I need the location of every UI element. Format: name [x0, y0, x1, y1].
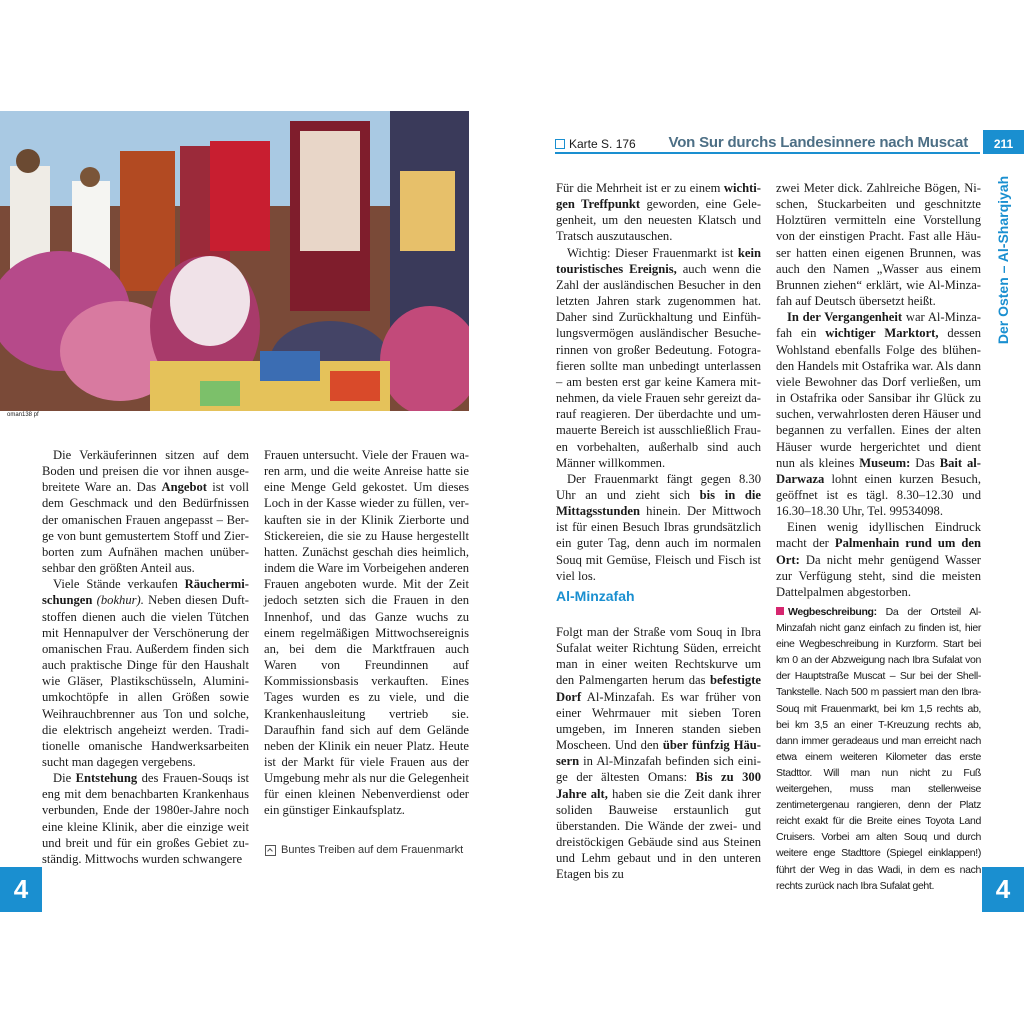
running-header: Von Sur durchs Landesinnere nach Muscat	[668, 134, 968, 151]
chapter-marker-left: 4	[0, 867, 42, 912]
square-bullet-icon	[776, 607, 784, 615]
market-photo	[0, 111, 469, 411]
paragraph: zwei Meter dick. Zahlreiche Bögen, Nischen, Stuckarbeiten und geschnitzte Holztüren vermitteln eine Vorstellung von der einstigen Pracht. Fast alle Häuser hatten einen eigenen Brunnen, was auch den Namen „Wasser aus einem Brunnen ziehen“ erklärt, wie Al-Minzafah auf Deutsch übersetzt heißt.	[776, 181, 981, 309]
market-photo-illustration	[0, 111, 469, 411]
caption-text: Buntes Treiben auf dem Frauenmarkt	[281, 844, 464, 856]
section-heading: Al-Minzafah	[556, 588, 635, 604]
page-number: 211	[983, 130, 1024, 154]
photo-up-icon	[265, 845, 276, 856]
paragraph: Viele Stände verkaufen Räuchermischungen (bokhur). Neben diesen Duftstoffen dienen auch die vielen Tütchen mit Hennapulver der Verschönerung der omanischen Frau. Außerdem finden sich auch praktische Dinge für den Haushalt wie Gläser, Plastikschüsseln, Aluminiumkochtöpfe in allen Größen sowie Weihrauchbrenner aus Ton und solche, die elektrisch angeheizt werden. Traditionelle omanische Handwerksarbeiten sucht man dagegen vergebens.	[42, 577, 249, 769]
photo-credit: oman138 pf	[7, 412, 39, 418]
right-column-1	[556, 180, 761, 584]
map-box-icon	[555, 139, 565, 149]
section-side-tab	[985, 175, 1021, 345]
route-description: Wegbeschreibung: Da der Ortsteil Al-Minzafah nicht ganz einfach zu finden ist, hier eine Wegbeschreibung in Kurzform. Start bei km 0 an der Abzweigung nach Ibra Sufalat von der Hauptstraße Muscat – Sur bei der Shell-Tankstelle. Nach 500 m passiert man den Ibra-Souq mit Frauenmarkt, bei km 1,5 rechts ab, bei km 3,5 an einer T-Kreuzung rechts ab, dann immer geradeaus und man erreicht nach etwa einem weiteren Kilometer das erste Stadttor. Will man nun nicht zu Fuß weitergehen, muss man stellenweise zentimetergenau rangieren, denn der Platz reicht exakt für die Breite eines Toyota Land Cruisers. Vorbei am alten Souq und durch weitere enge Stadttore (Spiegel einklappen!) führt der Weg in das Wadi, in dem es nach rechts zurück nach Ibra Sufalat geht.	[776, 606, 981, 892]
paragraph: Folgt man der Straße vom Souq in Ibra Sufalat weiter Richtung Süden, erreicht man in einer weiten Rechtskurve um den Palmengarten herum das befestigte Dorf Al-Minzafah. Es war früher von einer Wehrmauer mit sieben Toren umgeben, im Inneren standen sieben Moscheen. Und den über fünfzig Häusern in Al-Minzafah befinden sich einige der ältesten Omans: Bis zu 300 Jahre alt, haben sie die Zeit dank ihrer soliden Bauweise erstaunlich gut überstanden. Die Wände der zwei- und dreistöckigen Gebäude sind aus Steinen und Lehm gebaut und in den unteren Etagen bis zu	[556, 625, 762, 882]
left-column-2	[264, 447, 469, 819]
paragraph: Wichtig: Dieser Frauenmarkt ist kein touristisches Ereignis, auch wenn die Zahl der ausländischen Besucher in den letzten Jahren stark zugenommen hat. Daher sind Zurückhaltung und Einfühlungsvermögen ausländischer Besucherinnen von großer Bedeutung. Fotografieren sollte man unbedingt unterlassen – am besten erst gar keine Kamera mitnehmen, da viele Frauen sehr gereizt darauf reagieren. Der überdachte und ummauerte Bereich ist ausschließlich Frauen vorbehalten, außerhalb sind auch Männer willkommen.	[556, 245, 761, 470]
right-column-1-lower	[556, 624, 761, 883]
photo-caption	[265, 844, 463, 856]
paragraph: Frauen untersucht. Viele der Frauen waren arm, und die weite Anreise hatte sie eine Menge Geld gekostet. Um dieses Loch in der Kasse wieder zu füllen, verkauften sie in der Klinik Zierborte und Stickereien, die sie zu Hause hergestellt hatten. Zunächst geschah dies heimlich, indem die Ware im Vorbeigehen anderen Frauen angeboten wurde. Mit der Zeit jedoch setzten sich die Frauen in den Innenhof, und das Ganze wuchs zu einem regelmäßigen Mittwochsereignis an, bei dem die Marktfrauen auch Waren von Freundinnen auf Kommissionsbasis verkauften. Eines Tages wurden es zu viele, und die Krankenhausleitung vertrieb sie. Daraufhin fand sich auf dem Gelände neben der Klinik ein neuer Platz. Heute ist der Markt für viele Frauen aus der Umgebung mehr als nur die Gelegenheit für einen kleinen Nebenverdienst oder ein günstiger Einkaufsplatz.	[264, 448, 469, 818]
header-rule	[555, 152, 980, 154]
paragraph: In der Vergangenheit war Al-Minzafah ein wichtiger Marktort, dessen Wohlstand ebenfalls Folge des blühenden Handels mit Ostafrika war. Als dann viele Bewohner das Dorf verließen, um in Ostafrika oder Sansibar ihr Glück zu suchen, verwahrlosten deren Häuser und begannen zu verfallen. Eines der alten Häuser wurde hergerichtet und dient nun als kleines Museum: Das Bait al-Darwaza lohnt einen kurzen Besuch, geöffnet ist es tägl. 8.30–12.30 und 16.30–18.30 Uhr, Tel. 99534098.	[776, 310, 981, 519]
paragraph: Einen wenig idyllischen Eindruck macht der Palmenhain rund um den Ort: Da nicht mehr genügend Wasser zur Verfügung steht, sind die meisten Dattelpalmen abgestorben.	[776, 520, 981, 599]
section-side-tab-label: Der Osten – Al-Sharqiyah	[995, 175, 1011, 345]
paragraph: Die Verkäuferinnen sitzen auf dem Boden und preisen die vor ihnen ausgebreitete Ware an. Das Angebot ist voll dem Geschmack und den Bedürfnissen der omanischen Frauen angepasst – Berge von bunt gemustertem Stoff und Zierborten zum Aufnähen machen unübersehbar den größten Anteil aus.	[42, 448, 249, 576]
route-description-box	[776, 604, 981, 894]
chapter-marker-right: 4	[982, 867, 1024, 912]
left-column-1	[42, 447, 249, 867]
map-reference-label: Karte S. 176	[569, 137, 636, 151]
map-reference[interactable]	[555, 137, 636, 151]
right-column-2	[776, 180, 981, 600]
paragraph: Der Frauenmarkt fängt gegen 8.30 Uhr an und zieht sich bis in die Mittagsstunden hinein. Der Mittwoch ist für einen Besuch Ibras grundsätzlich ein guter Tag, denn auch im normalen Souq mit Gemüse, Fleisch und Fisch ist viel los.	[556, 471, 761, 583]
paragraph: Die Entstehung des Frauen-Souqs ist eng mit dem benachbarten Krankenhaus verbunden, Ende der 1980er-Jahre noch eine kleine Klinik, aber die einzige weit und breit und für ein großes Gebiet zuständig. Mittwochs wurden schwangere	[42, 771, 249, 866]
paragraph: Für die Mehrheit ist er zu einem wichtigen Treffpunkt geworden, eine Gelegenheit, um den neuesten Klatsch und Tratsch auszutauschen.	[556, 181, 762, 244]
